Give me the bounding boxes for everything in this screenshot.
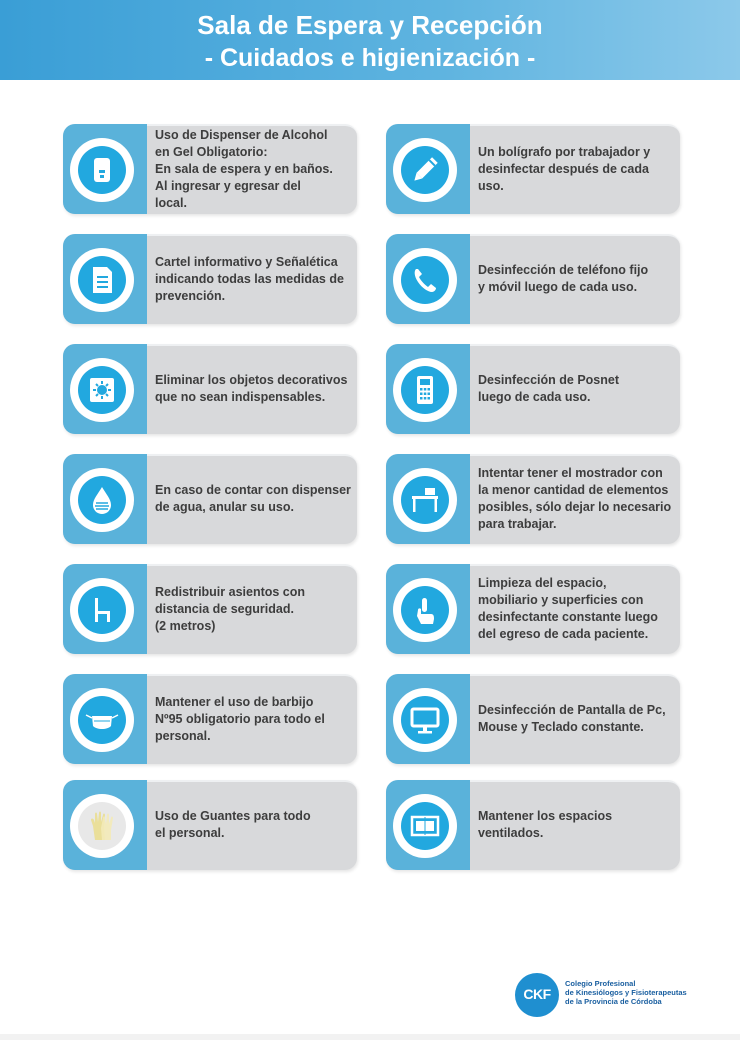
list-item <box>63 780 357 870</box>
item-text: Mantener el uso de barbijo Nº95 obligatorio para todo el personal. <box>155 694 325 743</box>
logo-mark-text: CKF <box>523 986 551 1002</box>
logo-mark <box>515 973 559 1017</box>
item-text: Redistribuir asientos con distancia de seguridad. (2 metros) <box>155 584 306 633</box>
item-text: Intentar tener el mostrador con la menor cantidad de elementos posibles, sólo dejar lo necesario para trabajar. <box>478 466 672 531</box>
item-text: Uso de Dispenser de Alcohol en Gel Obligatorio: En sala de espera y en baños. Al ingresar y egresar del local. <box>155 127 333 210</box>
desk-icon <box>401 476 449 524</box>
item-text: Un bolígrafo por trabajador y desinfectar después de cada uso. <box>478 144 651 193</box>
item-text: Desinfección de teléfono fijo y móvil luego de cada uso. <box>478 263 649 294</box>
chair-icon <box>78 586 126 634</box>
list-item <box>386 234 680 324</box>
alcohol-dispenser-icon <box>78 146 126 194</box>
gloves-icon <box>78 802 126 850</box>
list-item <box>386 124 680 214</box>
hand-touch-icon <box>401 586 449 634</box>
list-item <box>63 454 357 544</box>
header-banner <box>0 0 740 80</box>
page-subtitle: - Cuidados e higienización - <box>204 44 536 72</box>
window-icon <box>401 802 449 850</box>
water-drop-icon <box>78 476 126 524</box>
list-item <box>63 674 357 764</box>
list-item <box>63 564 357 654</box>
list-item <box>63 124 357 214</box>
decor-object-icon <box>78 366 126 414</box>
item-text: Limpieza del espacio, mobiliario y superficies con desinfectante constante luego del egreso de cada paciente. <box>478 576 658 641</box>
list-item <box>386 780 680 870</box>
college-logo <box>515 970 715 1020</box>
list-item <box>386 564 680 654</box>
item-text: Desinfección de Pantalla de Pc, Mouse y Teclado constante. <box>478 703 666 734</box>
pos-terminal-icon <box>401 366 449 414</box>
item-text: Uso de Guantes para todo el personal. <box>155 809 311 840</box>
page-title: Sala de Espera y Recepción <box>197 10 543 40</box>
list-item <box>386 674 680 764</box>
list-item <box>386 454 680 544</box>
list-item <box>63 234 357 324</box>
monitor-icon <box>401 696 449 744</box>
item-text: Eliminar los objetos decorativos que no sean indispensables. <box>155 373 348 404</box>
item-text: Mantener los espacios ventilados. <box>478 809 613 840</box>
item-text: Desinfección de Posnet luego de cada uso. <box>478 373 620 404</box>
pencil-icon <box>401 146 449 194</box>
list-item <box>63 344 357 434</box>
item-text: Cartel informativo y Señalética indicando todas las medidas de prevención. <box>155 254 344 303</box>
item-text: En caso de contar con dispenser de agua, anular su uso. <box>155 483 351 514</box>
face-mask-icon <box>78 696 126 744</box>
list-item <box>386 344 680 434</box>
logo-name: Colegio Profesional de Kinesiólogos y Fisioterapeutas de la Provincia de Córdoba <box>565 979 687 1006</box>
document-icon <box>78 256 126 304</box>
bottom-divider <box>0 1034 740 1040</box>
phone-icon <box>401 256 449 304</box>
